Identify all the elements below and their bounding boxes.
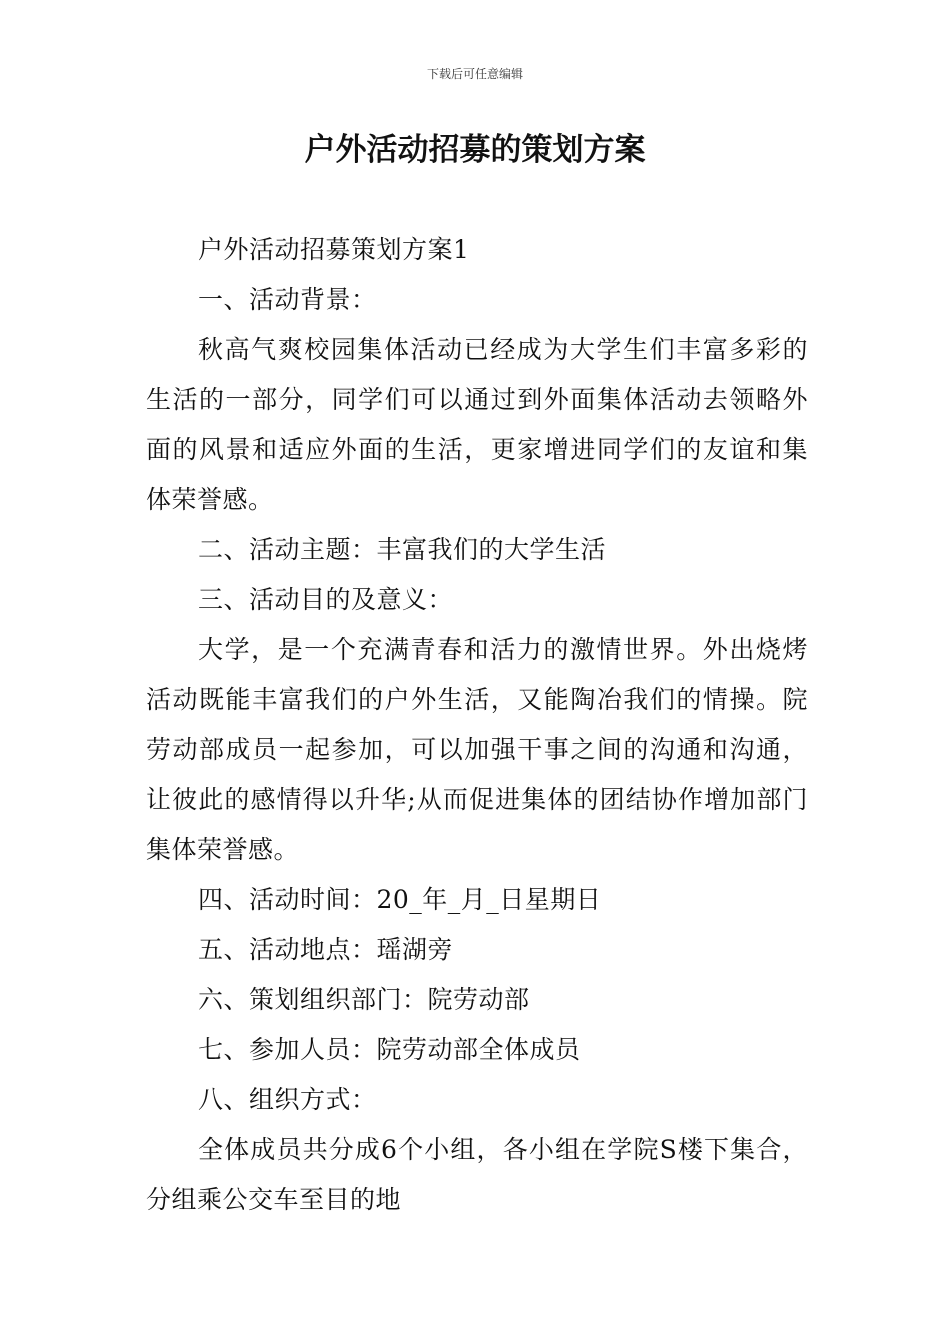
section-heading-background: 一、活动背景： [198, 285, 377, 314]
section-heading-organization: 八、组织方式： [198, 1085, 377, 1114]
paragraph-organization: 全体成员共分成6个小组，各小组在学院S楼下集合，分组乘公交车至目的地 [146, 1135, 808, 1214]
section-heading-purpose: 三、活动目的及意义： [198, 585, 454, 614]
plan-subtitle: 户外活动招募策划方案1 [198, 235, 470, 264]
document-body [146, 225, 808, 1225]
document-title: 户外活动招募的策划方案 [304, 132, 646, 168]
section-participants: 七、参加人员：院劳动部全体成员 [198, 1035, 581, 1064]
header-note: 下载后可任意编辑 [426, 67, 523, 81]
section-theme: 二、活动主题：丰富我们的大学生活 [198, 535, 607, 564]
section-time: 四、活动时间：20_年_月_日星期日 [198, 885, 602, 914]
paragraph-purpose: 大学，是一个充满青春和活力的激情世界。外出烧烤活动既能丰富我们的户外生活，又能陶冶我们的情操。院劳动部成员一起参加，可以加强干事之间的沟通和沟通，让彼此的感情得以升华;从而促进集体的团结协作增加部门集体荣誉感。 [146, 635, 808, 864]
section-organizer: 六、策划组织部门：院劳动部 [198, 985, 530, 1014]
section-location: 五、活动地点：瑶湖旁 [198, 935, 454, 964]
paragraph-background: 秋高气爽校园集体活动已经成为大学生们丰富多彩的生活的一部分，同学们可以通过到外面集体活动去领略外面的风景和适应外面的生活，更家增进同学们的友谊和集体荣誉感。 [146, 335, 808, 514]
